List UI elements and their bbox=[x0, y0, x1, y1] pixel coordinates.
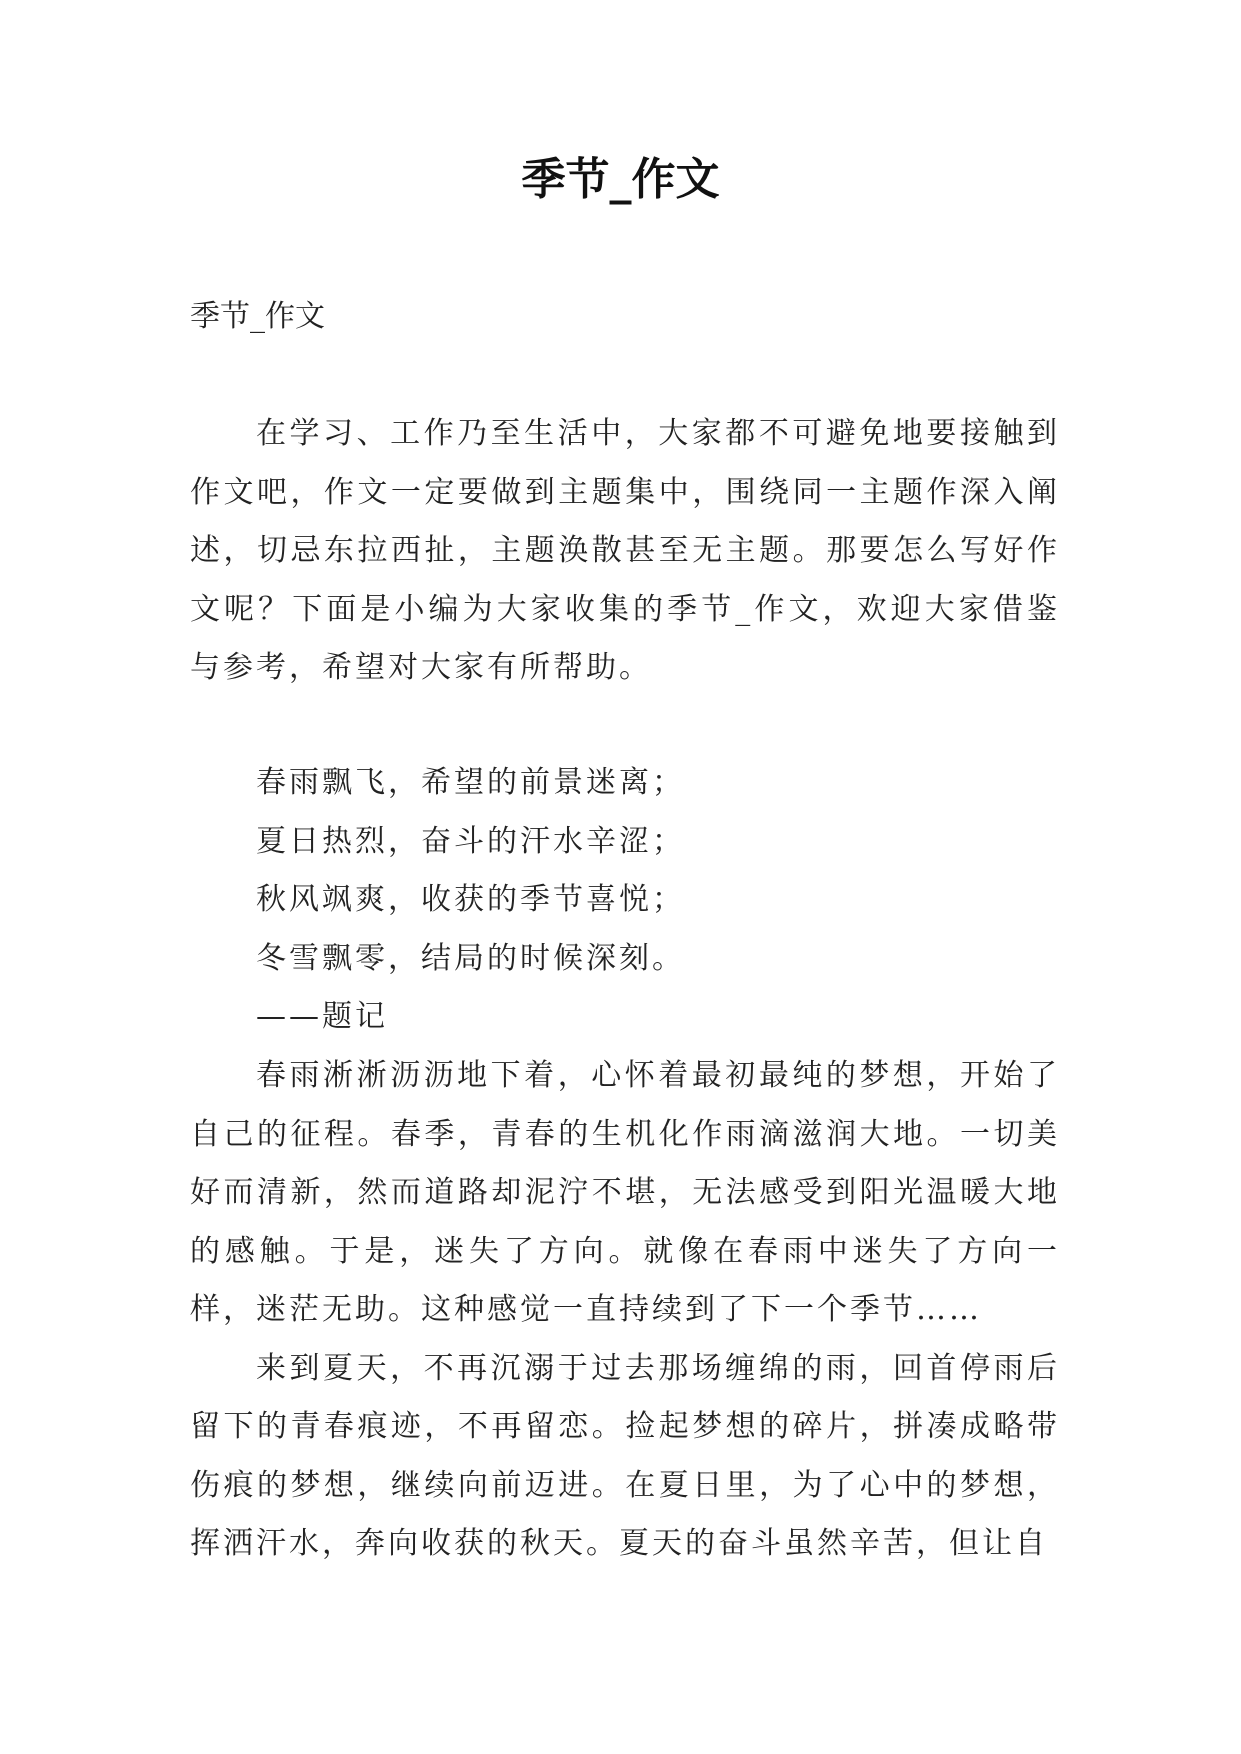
poem-line: 夏日热烈，奋斗的汗水辛涩； bbox=[256, 823, 685, 859]
epigraph-poem bbox=[256, 754, 685, 1047]
essay-body bbox=[190, 1047, 1060, 1574]
document-title: 季节_作文 bbox=[521, 154, 720, 205]
poem-line: 春雨飘飞，希望的前景迷离； bbox=[256, 765, 685, 800]
essay-paragraph: 春雨淅淅沥沥地下着，心怀着最初最纯的梦想，开始了自己的征程。春季，青春的生机化作雨滴滋润大地。一切美好而清新，然而道路却泥泞不堪，无法感受到阳光温暖大地的感触。于是，迷失了方向。就像在春雨中迷失了方向一样，迷茫无助。这种感觉一直持续到了下一个季节…… bbox=[190, 1058, 1060, 1327]
poem-line: 冬雪飘零，结局的时候深刻。 bbox=[256, 940, 685, 976]
intro-paragraph: 在学习、工作乃至生活中，大家都不可避免地要接触到作文吧，作文一定要做到主题集中，围绕同一主题作深入阐述，切忌东拉西扯，主题涣散甚至无主题。那要怎么写好作文呢？下面是小编为大家收集的季节_作文，欢迎大家借鉴与参考，希望对大家有所帮助。 bbox=[190, 416, 1060, 685]
poem-line: 秋风飒爽，收获的季节喜悦； bbox=[256, 882, 685, 917]
essay-paragraph: 来到夏天，不再沉溺于过去那场缠绵的雨，回首停雨后留下的青春痕迹，不再留恋。捡起梦想的碎片，拼凑成略带伤痕的梦想，继续向前迈进。在夏日里，为了心中的梦想，挥洒汗水，奔向收获的秋天。夏天的奋斗虽然辛苦，但让自 bbox=[190, 1350, 1060, 1561]
document-subtitle: 季节_作文 bbox=[190, 299, 325, 334]
epigraph-attribution: ——题记 bbox=[256, 999, 388, 1034]
